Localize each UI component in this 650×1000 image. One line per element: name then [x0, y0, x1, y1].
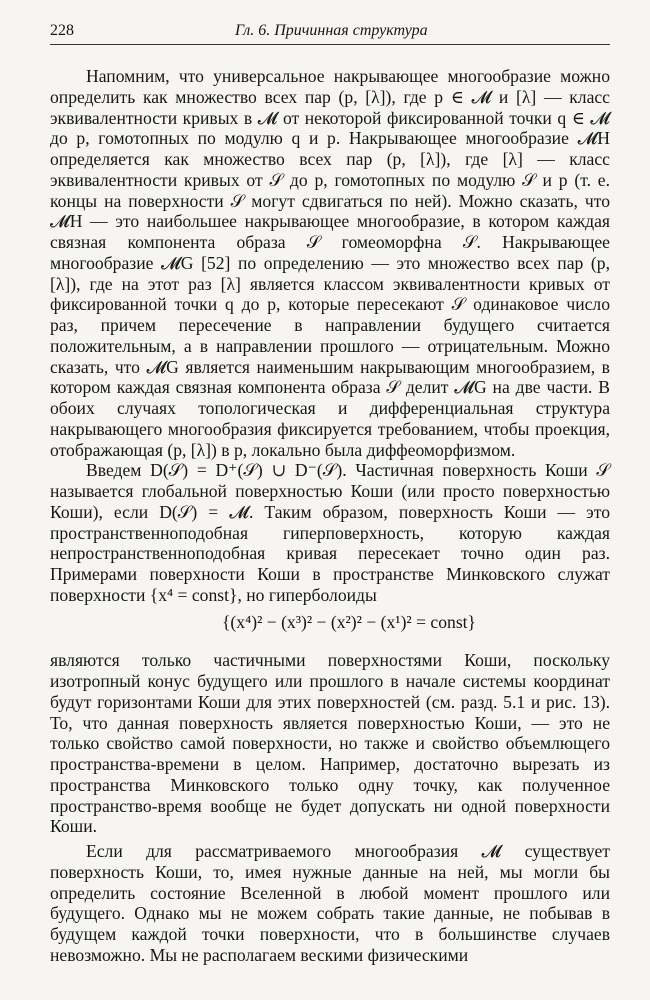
paragraph-cauchy-data: Если для рассматриваемого многообразия 𝓜 существует поверхность Коши, то, имея нужные данные на ней, мы могли бы определить состояние Вселенной в любой момент прошлого или будущего. Однако мы не можем собрать такие данные, не побывав в будущем каждой точки поверхности, что в большинстве случаев невозможно. Мы не располагаем вескими физическими	[50, 841, 610, 965]
formula-hyperboloids: {(x⁴)² − (x³)² − (x²)² − (x¹)² = const}	[221, 611, 477, 632]
paragraph-partial-cauchy: являются только частичными поверхностями Коши, поскольку изотропный конус будущего или прошлого в начале системы координат будут горизонтами Коши для этих поверхностей (см. разд. 5.1 и рис. 13). То, что данная поверхность является поверхностью Коши, — это не только свойство самой поверхности, но также и свойство объемлющего пространства-времени в целом. Например, достаточно вырезать из пространства Минковского только одну точку, как полученное пространство-время вообще не будет допускать ни одной поверхности Коши.	[50, 650, 610, 837]
page-header	[50, 22, 610, 45]
paragraph-covering-manifolds: Напомним, что универсальное накрывающее многообразие можно определить как множество всех пар (p, [λ]), где p ∈ 𝓜 и [λ] — класс эквивалентности кривых в 𝓜 от некоторой фиксированной точки q ∈ 𝓜 до p, гомотопных по модулю q и p. Накрывающее многообразие 𝓜H определяется как множество всех пар (p, [λ]), где [λ] — класс эквивалентности кривых от 𝒮 до p, гомотопных по модулю 𝒮 и p (т. е. концы на поверхности 𝒮 могут сдвигаться по ней). Можно сказать, что 𝓜H — это наибольшее накрывающее многообразие, в котором каждая связная компонента образа 𝒮 гомеоморфна 𝒮. Накрывающее многообразие 𝓜G [52] по определению — это множество всех пар (p, [λ]), где на этот раз [λ] является классом эквивалентности кривых от фиксированной точки q до p, которые пересекают 𝒮 одинаковое число раз, причем пересечение в направлении будущего считается положительным, а в направлении прошлого — отрицательным. Можно сказать, что 𝓜G является наименьшим накрывающим многообразием, в котором каждая связная компонента образа 𝒮 делит 𝓜G на две части. В обоих случаях топологическая и дифференциальная структура накрывающего многообразия фиксируется требованием, чтобы проекция, отображающая (p, [λ]) в p, локально была диффеоморфизмом.	[50, 66, 610, 460]
paragraph-cauchy-definition: Введем D(𝒮) = D⁺(𝒮) ∪ D⁻(𝒮). Частичная поверхность Коши 𝒮 называется глобальной поверхностью Коши (или просто поверхностью Коши), если D(𝒮) = 𝓜. Таким образом, поверхность Коши — это пространственноподобная гиперповерхность, которую каждая непространственноподобная кривая пересекает точно один раз. Примерами поверхности Коши в пространстве Минковского служат поверхности {x⁴ = const}, но гиперболоиды	[50, 460, 610, 605]
body-text	[50, 66, 610, 966]
page-number: 228	[50, 22, 74, 39]
running-head: Гл. 6. Причинная структура	[235, 22, 428, 39]
